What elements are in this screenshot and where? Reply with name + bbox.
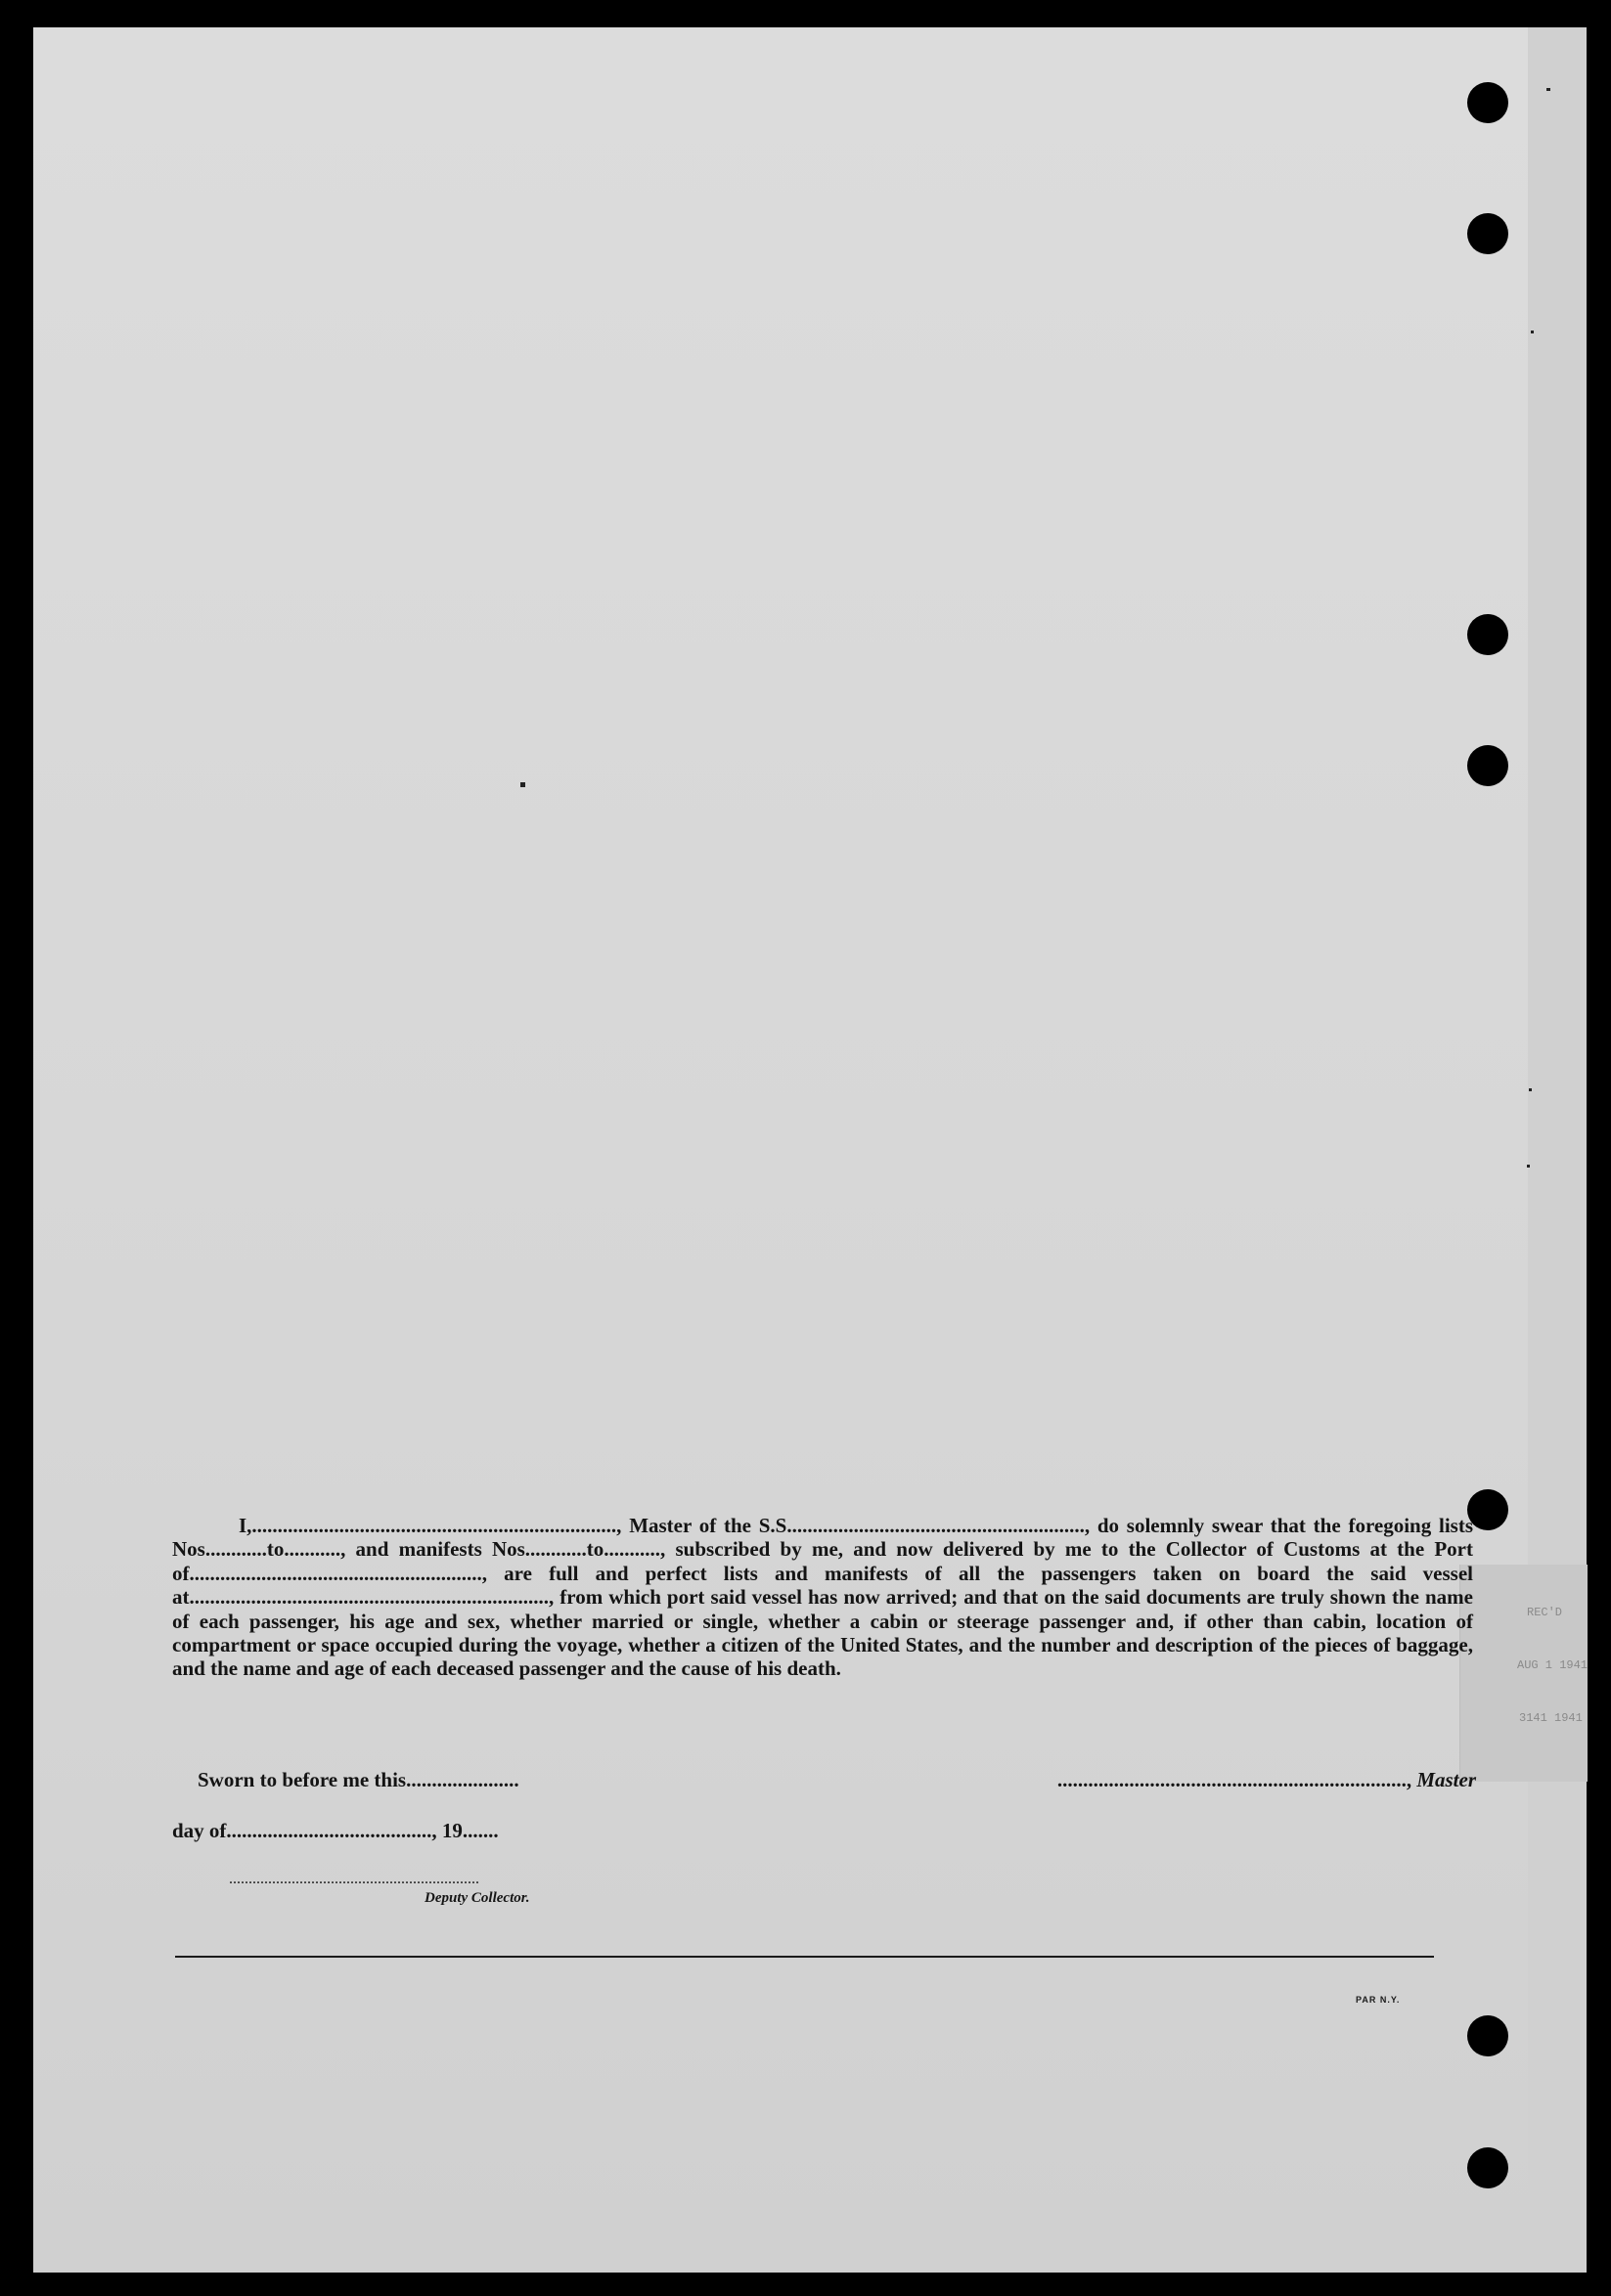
master-signature-line <box>923 1768 1476 1792</box>
binder-hole-4 <box>1467 745 1508 786</box>
document-page <box>33 27 1589 2273</box>
deputy-signature-dots: ................................................................ <box>229 1871 479 1887</box>
speck <box>520 782 525 787</box>
day-of-line: day of........................................, 19....... <box>172 1819 499 1842</box>
binder-hole-2 <box>1467 213 1508 254</box>
stamp-line-1: REC'D <box>1527 1606 1563 1619</box>
received-stamp <box>1459 1565 1588 1782</box>
stamp-line-2: AUG 1 1941 <box>1517 1658 1589 1672</box>
printer-mark: PAR N.Y. <box>1356 1995 1401 2005</box>
master-dots: ...................................................................., <box>1056 1768 1412 1791</box>
deputy-collector-label: Deputy Collector. <box>425 1890 530 1906</box>
speck <box>1527 1165 1530 1168</box>
binder-hole-8 <box>1467 2147 1508 2188</box>
page-edge <box>1528 27 1587 2273</box>
oath-statement <box>172 1514 1473 1681</box>
speck <box>1546 88 1550 91</box>
oath-paragraph: I,......................................................................., Master of the S.S.........................................................., do solemnly swear that the foregoing lists Nos............to..........., and manifests Nos............to..........., subscribed by me, and now delivered by me to the Collector of Customs at the Port of........................................................., are full and perfect lists and manifests of all the passengers taken on board the said vessel at......................................................................, from which port said vessel has now arrived; and that on the said documents are truly shown the name of each passenger, his age and sex, whether married or single, whether a cabin or steerage passenger and, if other than cabin, location of compartment or space occupied during the voyage, whether a citizen of the United States, and the number and description of the pieces of baggage, and the name and age of each deceased passenger and the cause of his death. <box>172 1514 1473 1681</box>
binder-hole-7 <box>1467 2015 1508 2056</box>
sworn-line: Sworn to before me this...................... <box>198 1768 519 1791</box>
speck <box>1529 1088 1532 1091</box>
bottom-rule <box>175 1956 1434 1958</box>
speck <box>1531 331 1534 333</box>
binder-hole-5 <box>1467 1489 1508 1530</box>
stamp-line-3: 3141 1941 <box>1519 1711 1583 1725</box>
binder-hole-3 <box>1467 614 1508 655</box>
binder-hole-1 <box>1467 82 1508 123</box>
master-label: Master <box>1416 1768 1476 1791</box>
